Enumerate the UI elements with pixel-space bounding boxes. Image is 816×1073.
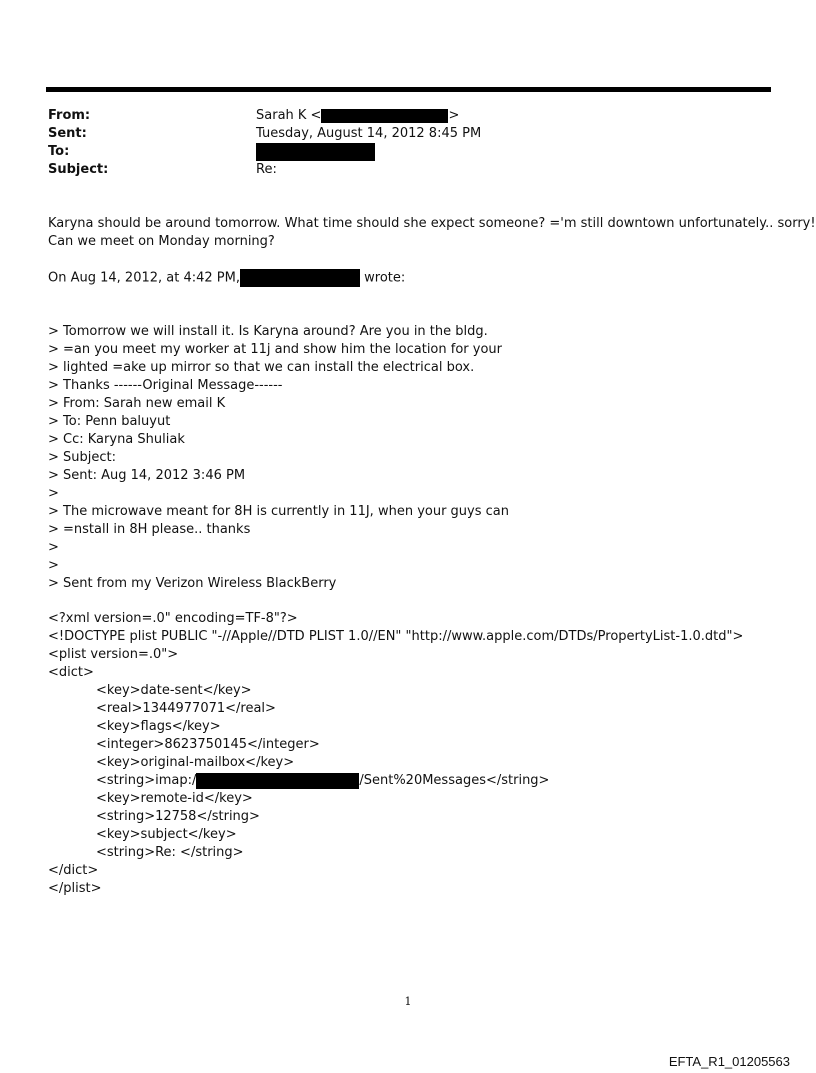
- from-value: [256, 107, 459, 125]
- from-bracket: >: [448, 108, 460, 123]
- from-name: Sarah K <: [256, 108, 322, 123]
- quoted-line: > lighted =ake up mirror so that we can install the electrical box.: [48, 360, 475, 375]
- redaction-block: [321, 109, 448, 123]
- redaction-block: [256, 143, 375, 161]
- quoted-line: > Thanks ------Original Message------: [48, 378, 283, 393]
- plist-line: </dict>: [48, 863, 99, 878]
- quoted-line: >: [48, 486, 59, 501]
- page-number: 1: [404, 995, 412, 1008]
- plist-line: <dict>: [48, 665, 94, 680]
- imap-prefix: <string>imap:/: [96, 773, 197, 788]
- document-id: EFTA_R1_01205563: [668, 1054, 790, 1069]
- quote-intro: [48, 269, 405, 288]
- plist-line-imap: [48, 772, 743, 790]
- quoted-line: > From: Sarah new email K: [48, 396, 226, 411]
- plist-line: <?xml version=.0" encoding=TF-8"?>: [48, 611, 298, 626]
- plist-line: <real>1344977071</real>: [96, 701, 276, 716]
- plist-line: <!DOCTYPE plist PUBLIC "-//Apple//DTD PLIST 1.0//EN" "http://www.apple.com/DTDs/PropertyList-1.0.dtd">: [48, 629, 744, 644]
- sent-label: Sent:: [48, 126, 87, 141]
- quoted-line: >: [48, 540, 59, 555]
- plist-line: <plist version=.0">: [48, 647, 179, 662]
- quoted-message: [48, 305, 509, 611]
- quoted-line: > Tomorrow we will install it. Is Karyna around? Are you in the bldg.: [48, 324, 488, 339]
- quoted-line: >: [48, 558, 59, 573]
- plist-line: <key>remote-id</key>: [96, 791, 253, 806]
- body-line: Karyna should be around tomorrow. What time should she expect someone? ='m still downtown unfortunately.. sorry!: [48, 216, 816, 231]
- quote-intro-date: On Aug 14, 2012, at 4:42 PM,: [48, 270, 240, 286]
- plist-line: <key>subject</key>: [96, 827, 237, 842]
- redaction-block: [196, 773, 359, 789]
- quoted-line: > =nstall in 8H please.. thanks: [48, 522, 251, 537]
- quoted-line: > Sent: Aug 14, 2012 3:46 PM: [48, 468, 246, 483]
- subject-value: Re:: [256, 162, 277, 177]
- quoted-line: > To: Penn baluyut: [48, 414, 171, 429]
- redaction-block: [240, 269, 360, 287]
- plist-block: [48, 592, 743, 916]
- header-rule: [46, 87, 771, 92]
- quoted-line: > Cc: Karyna Shuliak: [48, 432, 185, 447]
- from-label: From:: [48, 108, 91, 123]
- plist-line: <key>date-sent</key>: [96, 683, 252, 698]
- quoted-line: > =an you meet my worker at 11j and show him the location for your: [48, 342, 502, 357]
- body-line: Can we meet on Monday morning?: [48, 234, 275, 249]
- plist-line: <key>original-mailbox</key>: [96, 755, 295, 770]
- plist-line: <string>12758</string>: [96, 809, 260, 824]
- plist-line: <string>Re: </string>: [96, 845, 244, 860]
- plist-line: <integer>8623750145</integer>: [96, 737, 320, 752]
- quoted-line: > The microwave meant for 8H is currently in 11J, when your guys can: [48, 504, 509, 519]
- sent-value: Tuesday, August 14, 2012 8:45 PM: [256, 126, 482, 141]
- subject-label: Subject:: [48, 162, 109, 177]
- quote-intro-wrote: wrote:: [360, 270, 406, 286]
- to-label: To:: [48, 144, 70, 159]
- to-value: [256, 143, 375, 162]
- plist-line: <key>flags</key>: [96, 719, 221, 734]
- imap-suffix: /Sent%20Messages</string>: [359, 773, 550, 788]
- quoted-line: > Sent from my Verizon Wireless BlackBerry: [48, 576, 337, 591]
- plist-line: </plist>: [48, 881, 102, 896]
- body-paragraph: [48, 215, 816, 251]
- quoted-line: > Subject:: [48, 450, 117, 465]
